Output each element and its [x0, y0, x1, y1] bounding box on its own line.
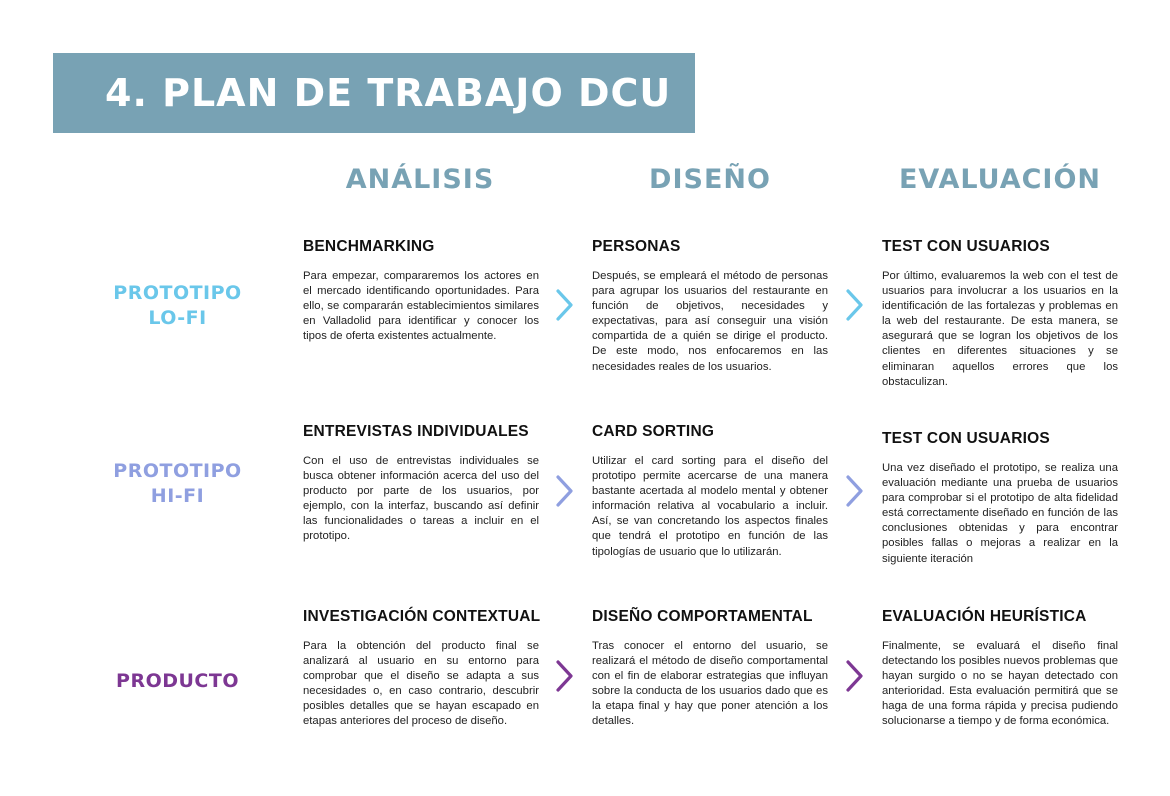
chevron-right-icon	[554, 659, 576, 693]
row-label-prototipo-hifi	[95, 459, 260, 509]
row-label-prototipo-lofi	[95, 281, 260, 331]
row-label-line: HI-FI	[150, 485, 205, 507]
title-banner	[53, 53, 695, 133]
cell-heading: TEST CON USUARIOS	[882, 430, 1050, 447]
cell-body: Tras conocer el entorno del usuario, se realizará el método de diseño comportamental con el fin de elaborar estrategias que influyan sobre la conducta de los usuarios dado que es la etapa final y hay que poner atención a los detalles.	[592, 640, 828, 728]
cell-test-usuarios-lofi	[882, 237, 1118, 390]
cell-heading: ENTREVISTAS INDIVIDUALES	[303, 423, 529, 440]
row-label-line: PROTOTIPO	[113, 460, 242, 482]
chevron-right-icon	[554, 288, 576, 322]
row-label-producto	[95, 669, 260, 694]
cell-heading: PERSONAS	[592, 238, 681, 255]
cell-body: Utilizar el card sorting para el diseño del prototipo permite acercarse de una manera bastante acertada al modelo mental y obtener información relativa al vocabulario a incluir. Así, se van concretando los aspectos finales que tendrá el prototipo en función de las tipologías de usuario que lo utilizarán.	[592, 455, 828, 558]
cell-investigacion-contextual	[303, 607, 539, 730]
cell-heading: EVALUACIÓN HEURÍSTICA	[882, 608, 1087, 625]
page-title: 4. PLAN DE TRABAJO DCU	[105, 71, 672, 115]
cell-body: Con el uso de entrevistas individuales se busca obtener información acerca del uso del producto por parte de los usuarios, por ejemplo, con la interfaz, buscando así definir las funcionalidades o tareas a incluir en el prototipo.	[303, 455, 539, 543]
cell-personas	[592, 237, 828, 375]
cell-card-sorting	[592, 422, 828, 560]
cell-heading: CARD SORTING	[592, 423, 715, 440]
row-label-line: LO-FI	[148, 307, 207, 329]
cell-body: Finalmente, se evaluará el diseño final detectando los posibles nuevos problemas que hayan surgido o no se hayan detectado con anterioridad. Esta evaluación permitirá que se haga de una forma rápida y precisa pudiendo solucionarse a tiempo y de forma económica.	[882, 640, 1118, 728]
cell-heading: DISEÑO COMPORTAMENTAL	[592, 608, 813, 625]
cell-test-usuarios-hifi	[882, 429, 1118, 567]
chevron-right-icon	[844, 474, 866, 508]
chevron-right-icon	[554, 474, 576, 508]
cell-body: Para empezar, compararemos los actores en el mercado identificando oportunidades. Para ello, se compararán establecimientos similares en Valladolid para identificar y conocer los tipos de oferta existentes actualmente.	[303, 270, 539, 343]
cell-benchmarking	[303, 237, 539, 344]
cell-body: Después, se empleará el método de personas para agrupar los usuarios del restaurante en función de objetivos, necesidades y expectativas, para así conseguir una visión compartida de a quién se dirige el producto. De este modo, nos enfocaremos en las necesidades reales de los usuarios.	[592, 270, 828, 373]
cell-diseno-comportamental	[592, 607, 828, 730]
row-label-line: PROTOTIPO	[113, 282, 242, 304]
row-label-line: PRODUCTO	[116, 670, 239, 692]
column-heading-diseno: DISEÑO	[649, 164, 771, 195]
chevron-right-icon	[844, 659, 866, 693]
cell-heading: INVESTIGACIÓN CONTEXTUAL	[303, 608, 541, 625]
column-heading-analisis: ANÁLISIS	[345, 164, 495, 195]
cell-heading: TEST CON USUARIOS	[882, 238, 1050, 255]
cell-body: Por último, evaluaremos la web con el test de usuarios para involucrar a los usuarios en la identificación de las fortalezas y problemas en la web del restaurante. De esta manera, se asegurará que se logran los objetivos de los clientes en diferentes situaciones y se eliminaran aquellos errores que los obstaculizan.	[882, 270, 1118, 388]
cell-entrevistas-individuales	[303, 422, 539, 545]
cell-heading: BENCHMARKING	[303, 238, 435, 255]
cell-body: Para la obtención del producto final se analizará al usuario en su entorno para comprobar que el diseño se adapta a sus necesidades o, en caso contrario, descubrir posibles detalles que se hayan escapado en etapas anteriores del proceso de diseño.	[303, 640, 539, 728]
chevron-right-icon	[844, 288, 866, 322]
cell-body: Una vez diseñado el prototipo, se realiza una evaluación mediante una prueba de usuarios para comprobar si el prototipo de alta fidelidad está correctamente diseñado en función de las conclusiones obtenidas y para encontrar posibles fallas o mejoras a realizar en la siguiente iteración	[882, 462, 1118, 565]
column-heading-evaluacion: EVALUACIÓN	[898, 164, 1102, 195]
cell-evaluacion-heuristica	[882, 607, 1118, 730]
